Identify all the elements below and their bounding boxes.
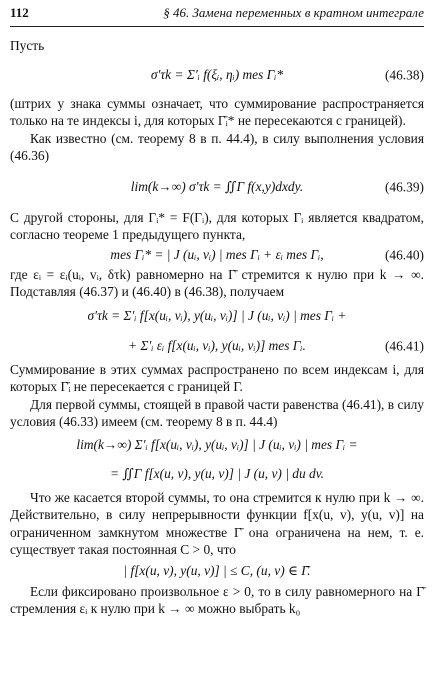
equation-text: + Σ′ᵢ εᵢ f[x(uᵢ, vᵢ), y(uᵢ, vᵢ)] mes Γᵢ. xyxy=(128,337,306,353)
equation xyxy=(10,431,424,459)
paragraph: Если фиксировано произвольное ε > 0, то в силу равномерного на Γ̄ стремления εᵢ к нулю при k → ∞ можно выбрать k₀ xyxy=(10,583,424,616)
equation xyxy=(10,559,424,583)
equation-number: (46.39) xyxy=(384,178,424,194)
equation-number: (46.38) xyxy=(384,66,424,82)
equation xyxy=(10,459,424,489)
equation-text: σ′τk = Σ′ᵢ f[x(uᵢ, vᵢ), y(uᵢ, vᵢ)] | J (uᵢ, vᵢ) | mes Γᵢ + xyxy=(87,307,347,323)
equation-text: lim(k→∞) Σ′ᵢ f[x(uᵢ, vᵢ), y(uᵢ, vᵢ)] | J (uᵢ, vᵢ) | mes Γᵢ = xyxy=(76,436,358,452)
paragraph: Пусть xyxy=(10,38,45,53)
equation-text: σ′τk = Σ′ᵢ f(ξᵢ, ηᵢ) mes Γᵢ* xyxy=(150,66,284,82)
page-body xyxy=(10,37,424,618)
paragraph: где εᵢ = εᵢ(uᵢ, vᵢ, δτk) равномерно на Γ̄ стремится к нулю при k → ∞. Подставляя (46.37) и (46.40) в (46.38), получаем xyxy=(10,266,424,299)
paragraph: Суммирование в этих суммах распространено по всем индексам i, для которых Γ̄ᵢ не пересекается с границей Γ. xyxy=(10,361,424,394)
equation-number: (46.41) xyxy=(384,337,424,353)
equation xyxy=(10,244,424,266)
paragraph: Для первой суммы, стоящей в правой части равенства (46.41), в силу условия (46.33) имеем (см. теорему 8 в п. 44.4) xyxy=(10,396,424,429)
running-title: § 46. Замена переменных в кратном интеграле xyxy=(163,5,424,20)
page-number: 112 xyxy=(10,5,29,20)
page-header xyxy=(10,4,424,27)
equation xyxy=(10,165,424,209)
equation-text: | f[x(u, v), y(u, v)] | ≤ C, (u, v) ∈ Γ̄. xyxy=(123,562,311,578)
equation xyxy=(10,301,424,331)
paragraph: Что же касается второй суммы, то она стремится к нулю при k → ∞. Действительно, в силу непрерывности функции f[x(u, v), y(u, v)] на ограниченном замкнутом множестве Γ̄ она ограничена на нем, т. е. существует такая постоянная C > 0, что xyxy=(10,489,424,557)
paragraph: (штрих у знака суммы означает, что суммирование распространяется только на те индексы i, для которых Γ̄ᵢ* не пересекаются с границей). xyxy=(10,95,424,128)
equation-text: lim(k→∞) σ′τk = ∬Γ f(x,y)dxdy. xyxy=(130,178,304,194)
equation-text: mes Γᵢ* = | J (uᵢ, vᵢ) | mes Γᵢ + εᵢ mes Γᵢ, xyxy=(110,246,324,262)
equation xyxy=(10,331,424,361)
equation-number: (46.40) xyxy=(384,246,424,262)
equation-text: = ∬Γ f[x(u, v), y(u, v)] | J (u, v) | du dv. xyxy=(109,465,324,481)
paragraph: С другой стороны, для Γᵢ* = F(Γᵢ), для которых Γᵢ является квадратом, согласно теореме 1 предыдущего пункта, xyxy=(10,209,424,242)
equation xyxy=(10,55,424,95)
paragraph: Как известно (см. теорему 8 в п. 44.4), в силу выполнения условия (46.36) xyxy=(10,130,424,163)
